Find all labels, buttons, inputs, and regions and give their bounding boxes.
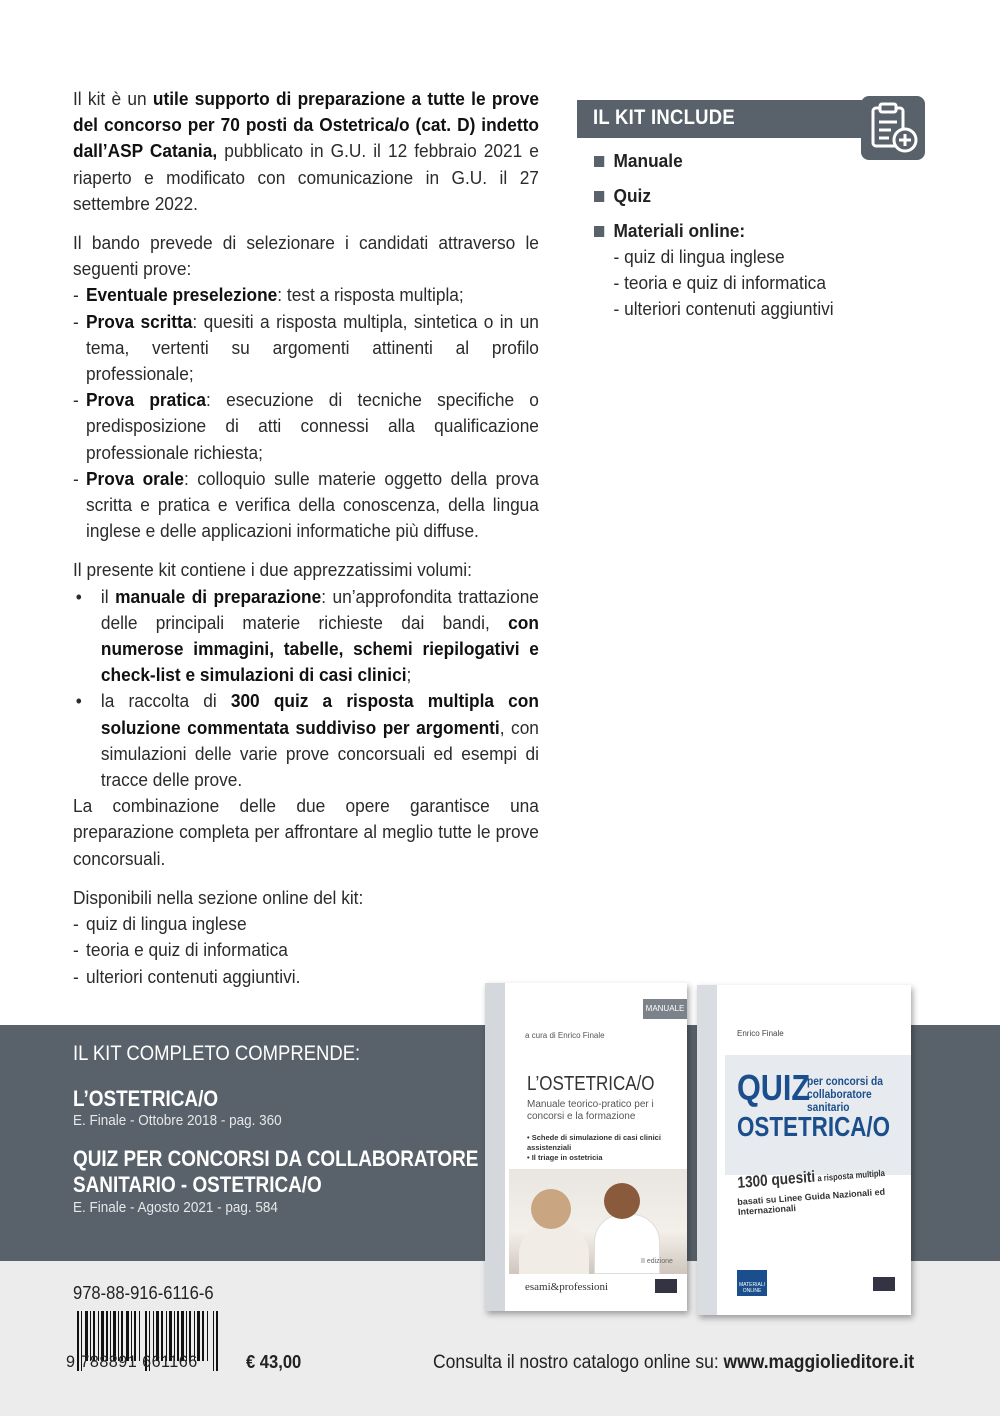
cover-bullets: • Schede di simulazione di casi clinici assistenziali • Il triage in ostetricia: [527, 1133, 661, 1162]
list-item: • il manuale di preparazione: un’approfondita trattazione delle principali materie richieste dai bandi, con numerose immagini, tabelle, schemi riepilogativi e check-list e simulazioni di casi clinici;: [73, 584, 539, 689]
kit-sub-item: - teoria e quiz di informatica: [613, 272, 826, 293]
combinazione-paragraph: La combinazione delle due opere garantisce una preparazione completa per affrontare al meglio tutte le prove concorsuali.: [73, 795, 539, 869]
cover-ostetrica: OSTETRICA/O: [737, 1111, 891, 1142]
publisher-logo: [873, 1277, 895, 1291]
catalog-line: [433, 1352, 914, 1374]
cover-tab: MANUALE: [643, 999, 687, 1019]
kit-contents-title: IL KIT COMPLETO COMPRENDE:: [73, 1042, 361, 1065]
book-spine: [485, 983, 505, 1311]
isbn: 978-88-916-6116-6: [73, 1283, 214, 1303]
list-item: - Eventuale preselezione: test a risposta multipla;: [73, 282, 539, 308]
book2-title-line2: SANITARIO - OSTETRICA/O: [73, 1172, 322, 1197]
cover-author: Enrico Finale: [737, 1029, 784, 1038]
cover-brand: esami&professioni: [525, 1281, 609, 1293]
kit-sub-item: - quiz di lingua inglese: [613, 246, 785, 267]
publisher-logo: [655, 1279, 677, 1293]
cover-quiz: QUIZ: [737, 1067, 811, 1108]
cover-quesiti: 1300 quesiti a risposta multipla: [737, 1167, 886, 1192]
intro-paragraph: Il kit è un utile supporto di preparazione a tutte le prove del concorso per 70 posti da Ostetrica/o (cat. D) indetto dall’ASP Catania, pubblicato in G.U. il 12 febbraio 2021 e riaperto e modificato con comunicazione in G.U. il 27 settembre 2022.: [73, 88, 539, 214]
book-spine: [697, 985, 717, 1315]
materiali-online-badge: MATERIALI ONLINE: [737, 1270, 767, 1296]
book1-meta: E. Finale - Ottobre 2018 - pag. 360: [73, 1112, 282, 1129]
book-cover-manual: [485, 983, 687, 1311]
price: € 43,00: [246, 1352, 302, 1372]
book1-title: L’OSTETRICA/O: [73, 1086, 219, 1111]
online-lead: Disponibili nella sezione online del kit:: [73, 886, 364, 908]
cover-edition: II edizione: [641, 1258, 673, 1265]
list-item: - quiz di lingua inglese: [73, 911, 539, 937]
catalog-text: Consulta il nostro catalogo online su:: [433, 1352, 724, 1373]
cover-quiz-sub: per concorsi da collaboratore sanitario: [807, 1074, 883, 1114]
cover-subtitle: Manuale teorico-pratico per i concorsi e la formazione: [527, 1099, 654, 1122]
list-item: - Prova pratica: esecuzione di tecniche specifiche o predisposizione di atti connessi alla qualificazione professionale richiesta;: [73, 387, 539, 466]
book-cover-quiz: [697, 985, 911, 1315]
list-item: - ulteriori contenuti aggiuntivi.: [73, 964, 539, 990]
cover-curator: a cura di Enrico Finale: [525, 1031, 605, 1040]
list-item: - teoria e quiz di informatica: [73, 937, 539, 963]
list-item: - Prova scritta: quesiti a risposta multipla, sintetica o in un tema, vertenti su argomenti attinenti al profilo professionale;: [73, 309, 539, 388]
cover-linee-guida: basati su Linee Guida Nazionali ed Internazionali: [737, 1186, 886, 1217]
kit-item-materiali-online: Materiali online:: [594, 218, 901, 244]
kit-include-title: IL KIT INCLUDE: [593, 106, 735, 129]
online-list: [73, 911, 539, 990]
kit-include-list: [594, 148, 901, 322]
catalog-link[interactable]: www.maggiolieditore.it: [723, 1352, 915, 1373]
kit-sub-item: - ulteriori contenuti aggiuntivi: [613, 298, 834, 319]
volumi-lead: Il presente kit contiene i due apprezzatissimi volumi:: [73, 559, 472, 581]
main-description: [73, 86, 539, 990]
kit-item-manuale: Manuale: [594, 148, 901, 174]
kit-item-quiz: Quiz: [594, 183, 901, 209]
volumi-list: [73, 584, 539, 794]
barcode-digits: 9 788891 661166: [66, 1352, 198, 1371]
bando-list: [73, 282, 539, 544]
book2-title-line1: QUIZ PER CONCORSI DA COLLABORATORE: [73, 1146, 479, 1171]
cover-title: L’OSTETRICA/O: [527, 1073, 655, 1095]
list-item: • la raccolta di 300 quiz a risposta multipla con soluzione commentata suddiviso per argomenti, con simulazioni delle varie prove concorsuali ed esempi di tracce delle prove.: [73, 688, 539, 793]
list-item: - Prova orale: colloquio sulle materie oggetto della prova scritta e pratica e verifica della conoscenza, della lingua inglese e delle applicazioni informatiche più diffuse.: [73, 466, 539, 545]
bando-lead: Il bando prevede di selezionare i candidati attraverso le seguenti prove:: [73, 232, 539, 280]
book2-meta: E. Finale - Agosto 2021 - pag. 584: [73, 1199, 278, 1216]
